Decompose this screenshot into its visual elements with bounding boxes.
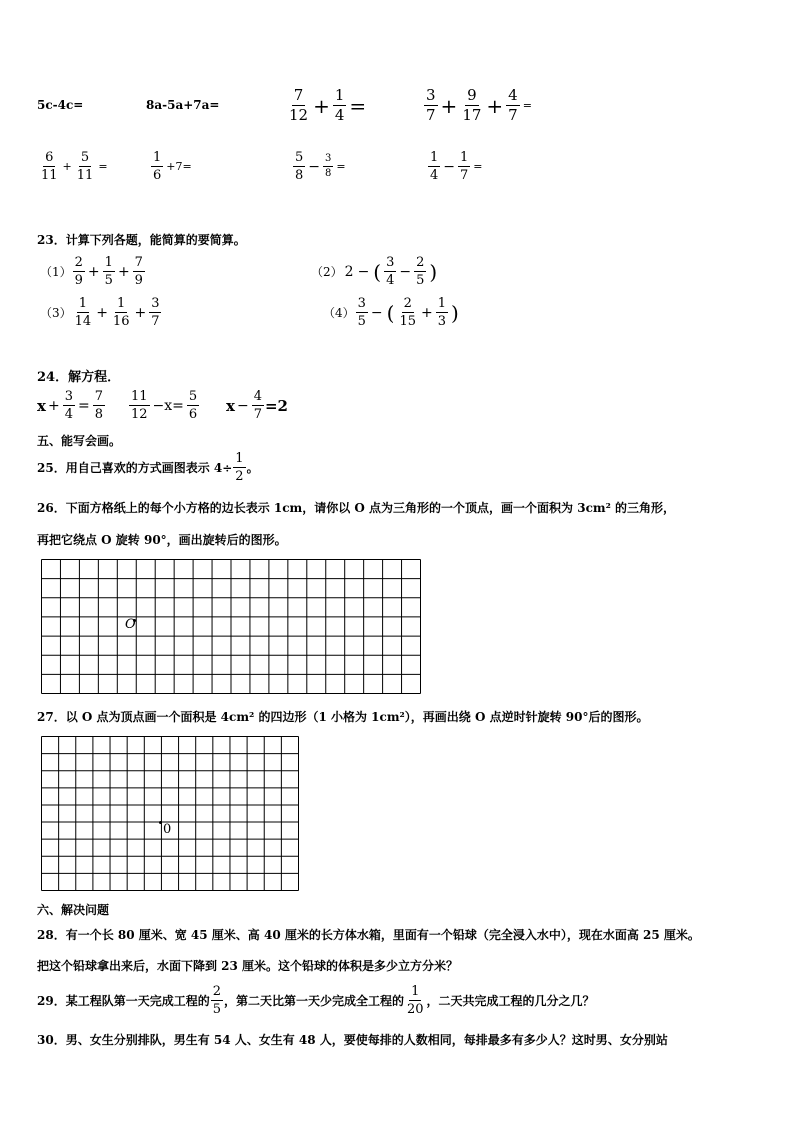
q26-line-2: 再把它绕点 O 旋转 90°，画出旋转后的图形。 (37, 533, 287, 547)
q23-part-2: （2） 2 − ( $\frac{3}{4}$ − $\frac{2}{5}$ ) (311, 255, 438, 288)
fraction: $\frac{5}{6}$ (188, 389, 198, 422)
fraction: $\frac{7}{9}$ (134, 255, 143, 288)
fraction: $\frac{2}{9}$ (74, 255, 83, 288)
fraction: $\frac{3}{5}$ (357, 296, 366, 329)
q28-line-2: 把这个铅球拿出来后，水面下降到 23 厘米。这个铅球的体积是多少立方分米？ (37, 959, 459, 973)
expr-7-12-plus-1-4: $\frac{7}{12}$ + $\frac{1}{4}$ = (289, 86, 367, 124)
fraction: $\frac{4}{7}$ (253, 389, 262, 422)
point-o-label: 0 (163, 822, 172, 837)
fraction: $\frac{4}{7}$ (508, 86, 518, 124)
q28-line-1: 28．有一个长 80 厘米、宽 45 厘米、高 40 厘米的长方体水箱，里面有一个铅球（完全浸入水中），现在水面高 25 厘米。 (37, 928, 700, 942)
q26-line-1: 26．下面方格纸上的每个小方格的边长表示 1cm，请你以 O 点为三角形的一个顶点，画一个面积为 3cm² 的三角形， (37, 501, 676, 515)
expr-5c-4c: 5c-4c= (37, 98, 84, 112)
expr-6-11-plus-5-11: $\frac{6}{11}$ + $\frac{5}{11}$ = (41, 150, 108, 183)
fraction: $\frac{3}{7}$ (426, 86, 436, 124)
fraction: $\frac{3}{7}$ (151, 296, 160, 329)
expr-5-8-minus-3-8: $\frac{5}{8}$ − $\frac{3}{8}$ = (295, 150, 346, 183)
q23-part-3: （3） $\frac{1}{14}$ + $\frac{1}{16}$ + $\frac{3}{7}$ (40, 296, 160, 329)
fraction: $\frac{2}{5}$ (416, 255, 425, 288)
q27-grid[interactable] (41, 736, 299, 891)
q24-equation-1: x + $\frac{3}{4}$ = $\frac{7}{8}$ (37, 389, 103, 422)
q23-part-4: （4） $\frac{3}{5}$ − ( $\frac{2}{15}$ + $\frac{1}{3}$ ) (323, 296, 459, 329)
q23-part-1: （1） $\frac{2}{9}$ + $\frac{1}{5}$ + $\frac{7}{9}$ (40, 255, 143, 288)
fraction: $\frac{3}{8}$ (325, 153, 332, 179)
q24-equation-3: x − $\frac{4}{7}$ =2 (226, 389, 288, 422)
section-5-heading: 五、能写会画。 (37, 434, 122, 448)
fraction: $\frac{5}{11}$ (76, 150, 94, 183)
q24-equation-2: $\frac{11}{12}$ −x= $\frac{5}{6}$ (131, 389, 198, 422)
fraction: $\frac{6}{11}$ (41, 150, 58, 183)
q23-title: 23．计算下列各题，能简算的要简算。 (37, 233, 246, 247)
q27-line-1: 27．以 O 点为顶点画一个面积是 4cm² 的四边形（1 小格为 1cm²），再画出绕 O 点逆时针旋转 90°后的图形。 (37, 710, 649, 724)
q24-title: 24．解方程． (37, 370, 121, 385)
fraction: $\frac{11}{12}$ (131, 389, 148, 422)
section-6-heading: 六、解决问题 (37, 903, 110, 917)
fraction: $\frac{1}{16}$ (112, 296, 130, 329)
fraction: $\frac{9}{17}$ (462, 86, 482, 124)
fraction: $\frac{1}{4}$ (334, 86, 345, 124)
fraction: $\frac{1}{6}$ (153, 150, 162, 183)
fraction: $\frac{1}{4}$ (430, 150, 439, 183)
q29: 29．某工程队第一天完成工程的 $\frac{2}{5}$ ，第二天比第一天少完成全工程的 $\frac{1}{20}$ ，二天共完成工程的几分之几？ (37, 984, 595, 1017)
fraction: $\frac{7}{8}$ (94, 389, 103, 422)
fraction: $\frac{5}{8}$ (295, 150, 304, 183)
fraction: $\frac{2}{15}$ (399, 296, 417, 329)
fraction: $\frac{3}{4}$ (386, 255, 395, 288)
point-o-label: O (125, 617, 136, 632)
fraction: $\frac{1}{3}$ (437, 296, 447, 329)
q30-line-1: 30．男、女生分别排队，男生有 54 人、女生有 48 人，要使每排的人数相同，每排最多有多少人？这时男、女分别站 (37, 1033, 668, 1047)
q25: 25．用自己喜欢的方式画图表示 4÷ $\frac{1}{2}$ 。 (37, 451, 259, 484)
q26-grid[interactable] (41, 559, 421, 694)
point-o-marker (159, 821, 162, 824)
fraction: $\frac{1}{7}$ (460, 150, 469, 183)
expr-1-6-plus-7: $\frac{1}{6}$ +7= (153, 150, 192, 183)
fraction: $\frac{3}{4}$ (64, 389, 73, 422)
fraction: $\frac{1}{2}$ (235, 451, 244, 484)
fraction: $\frac{1}{20}$ (407, 984, 424, 1017)
expr-3-7-plus-9-17-plus-4-7: $\frac{3}{7}$ + $\frac{9}{17}$ + $\frac{4}{7}$ = (426, 86, 532, 124)
fraction: $\frac{7}{12}$ (289, 86, 309, 124)
fraction: $\frac{2}{5}$ (212, 984, 221, 1017)
expr-8a-5a-7a: 8a-5a+7a= (146, 98, 220, 112)
fraction: $\frac{1}{5}$ (104, 255, 113, 288)
fraction: $\frac{1}{14}$ (74, 296, 92, 329)
expr-1-4-minus-1-7: $\frac{1}{4}$ − $\frac{1}{7}$ = (430, 150, 483, 183)
